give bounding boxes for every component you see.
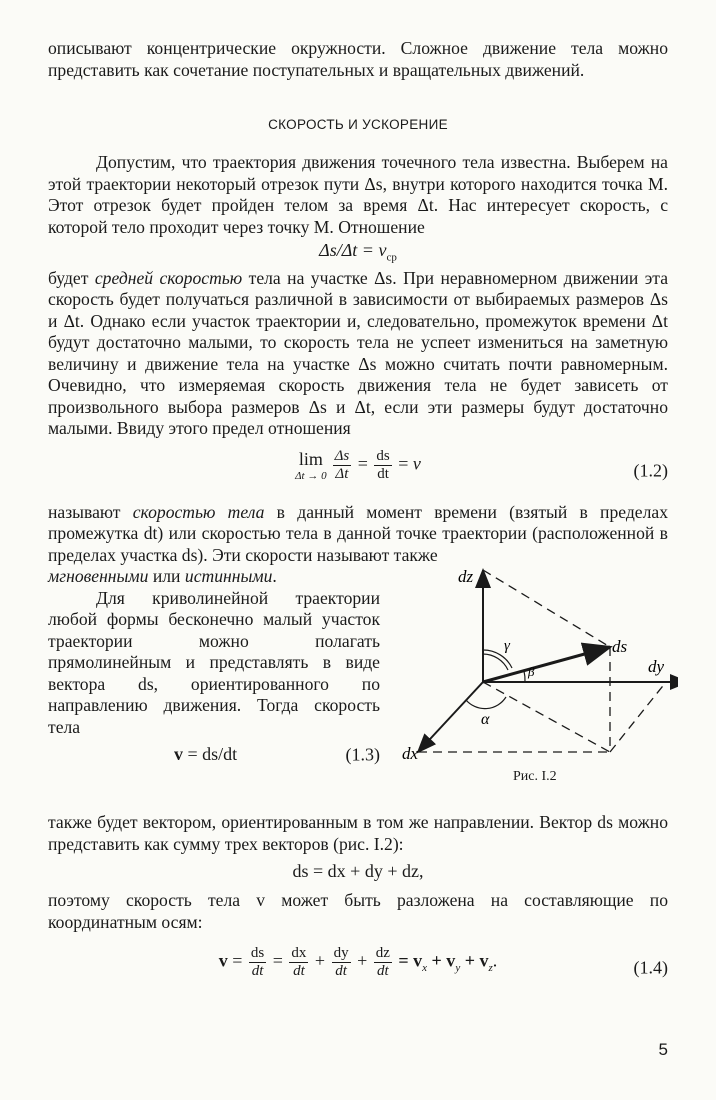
paragraph-3-middle: в данный момент времени (взятый в пределах промежутка dt) или скоростью тела в данной точке траектории (расположенной в пределах участка ds). Эти скорости называют также (48, 501, 668, 565)
equation-average-body: Δs/Δt = v (319, 240, 387, 260)
limit-label: lim (298, 448, 323, 469)
left-column (48, 566, 380, 765)
figure-vector-decomposition (398, 542, 678, 792)
vector-diagram (398, 542, 678, 772)
gamma-arc (483, 654, 508, 670)
fraction-delta-numerator: Δs (334, 447, 350, 464)
frac-ds-dt (249, 945, 266, 980)
limit-subscript: Δt → 0 (295, 469, 327, 482)
frac-ds-num: ds (250, 945, 265, 962)
paragraph-4: Для криволинейной траектории любой формы бесконечно малый участок траектории можно полагать прямолинейным и представлять в виде вектора ds, ориентированного по направлению движения. Тогда скорость тела (48, 587, 380, 737)
term-body-velocity: скоростью тела (132, 501, 265, 522)
velocity-symbol: v (412, 453, 421, 474)
frac-dx-dt (289, 945, 308, 980)
equation-end-period: . (492, 950, 498, 971)
limit-operator (295, 449, 327, 482)
label-gamma: γ (504, 638, 510, 655)
frac-dy-num: dy (333, 945, 349, 962)
two-column-block (48, 502, 668, 785)
paragraph-2 (48, 268, 668, 440)
equation-1-4: v = $\frac{ds}{dt}$ = $\frac{dx}{dt}$ + $\frac{dy}{dt}$ + $\frac{dz}{dt}$ = $v_x + v_y + v_z$. (1.4) (218, 945, 668, 980)
frac-dz-den: dt (374, 962, 392, 980)
equation-sum: ds = dx + dy + dz, (292, 861, 424, 882)
subscript-x: x (422, 962, 428, 975)
vz-term: + v (460, 950, 489, 971)
page-number: 5 (658, 1040, 668, 1059)
term-true: истинными (184, 566, 273, 587)
label-alpha: α (481, 711, 490, 729)
section-heading: СКОРОСТЬ И УСКОРЕНИЕ (268, 117, 448, 132)
paragraph-3-end: . (272, 566, 277, 587)
frac-dy-dt (332, 945, 351, 980)
equals-sign-2: = (398, 453, 409, 474)
dx-axis (418, 682, 483, 752)
equation-1-3-rhs: = ds/dt (187, 744, 238, 765)
beta-arc (524, 671, 525, 682)
intro-paragraph: описывают концентрические окружности. Сложное движение тела можно представить как сочетание поступательных и вращательных движений. (48, 38, 668, 80)
ds-vector (483, 647, 610, 682)
fraction-derivative-numerator: ds (376, 447, 390, 464)
alpha-arc (466, 697, 506, 709)
v-vector-lhs: v (218, 950, 228, 971)
frac-dz-num: dz (375, 945, 390, 962)
frac-dx-num: dx (291, 945, 307, 962)
label-dy: dy (648, 657, 665, 677)
term-average-velocity: средней скоростью (94, 267, 243, 288)
paragraph-3-or: или (148, 566, 185, 587)
fraction-delta (333, 448, 352, 483)
paragraph-1: Допустим, что траектория движения точечного тела известна. Выберем на этой траектории некоторый отрезок пути Δs, внутри которого находится точка M. Этот отрезок будет пройден телом за время Δt. Нас интересует скорость, с которой тело проходит через точку M. Отношение (48, 152, 668, 237)
frac-dy-den: dt (332, 962, 351, 980)
label-dx: dx (402, 744, 419, 764)
paragraph-3-start: называют (48, 501, 133, 522)
label-beta: β (528, 664, 535, 680)
page-content (48, 38, 668, 991)
label-ds: ds (612, 637, 628, 657)
equation-number-1-4: (1.4) (633, 957, 668, 978)
paragraph-5: также будет вектором, ориентированным в том же направлении. Вектор ds можно представить как сумму трех векторов (рис. I.2): (48, 812, 668, 854)
paragraph-6: поэтому скорость тела v может быть разложена на составляющие по координатным осям: (48, 890, 668, 932)
term-instantaneous: мгновенными (48, 566, 149, 587)
paragraph-3-continuation (48, 566, 380, 588)
equation-number: (1.2) (633, 460, 668, 481)
equation-average-velocity (48, 240, 668, 264)
frac-ds-den: dt (249, 962, 266, 980)
frac-dx-den: dt (289, 962, 308, 980)
vx-term: = v (398, 950, 423, 971)
equation-average-sub: ср (386, 251, 397, 264)
fraction-derivative (374, 448, 391, 483)
paragraph-2-rest: тела на участке Δs. При неравномерном движении эта скорость будет получаться различной в зависимости от выбираемых размеров Δs и Δt. Однако если участок траектории и, следовательно, промежуток времени Δt будут достаточно малыми, то скорость тела не успеет измениться на заметную величину и движение тела на участке Δs можно считать почти равномерным. Очевидно, что измеряемая скорость движения тела не будет зависеть от произвольного выбора размеров Δs и Δt, если эти размеры будут достаточно малыми. Ввиду этого предел отношения (48, 267, 669, 439)
velocity-vector: v (174, 744, 183, 765)
frac-dz-dt (374, 945, 392, 980)
fraction-derivative-denominator: dt (374, 465, 391, 483)
equation-1-3 (48, 744, 380, 765)
equation-number-1-3: (1.3) (345, 744, 380, 765)
subscript-z: z (488, 962, 493, 975)
fraction-delta-denominator: Δt (333, 465, 352, 483)
equals-sign: = (357, 453, 368, 474)
figure-caption: Рис. I.2 (513, 769, 557, 785)
label-dz: dz (458, 567, 474, 587)
equation-1-2 (48, 448, 668, 494)
projection-lines (418, 570, 666, 752)
vy-term: + v (427, 950, 456, 971)
paragraph-2-start: будет (48, 267, 95, 288)
subscript-y: y (455, 962, 461, 975)
